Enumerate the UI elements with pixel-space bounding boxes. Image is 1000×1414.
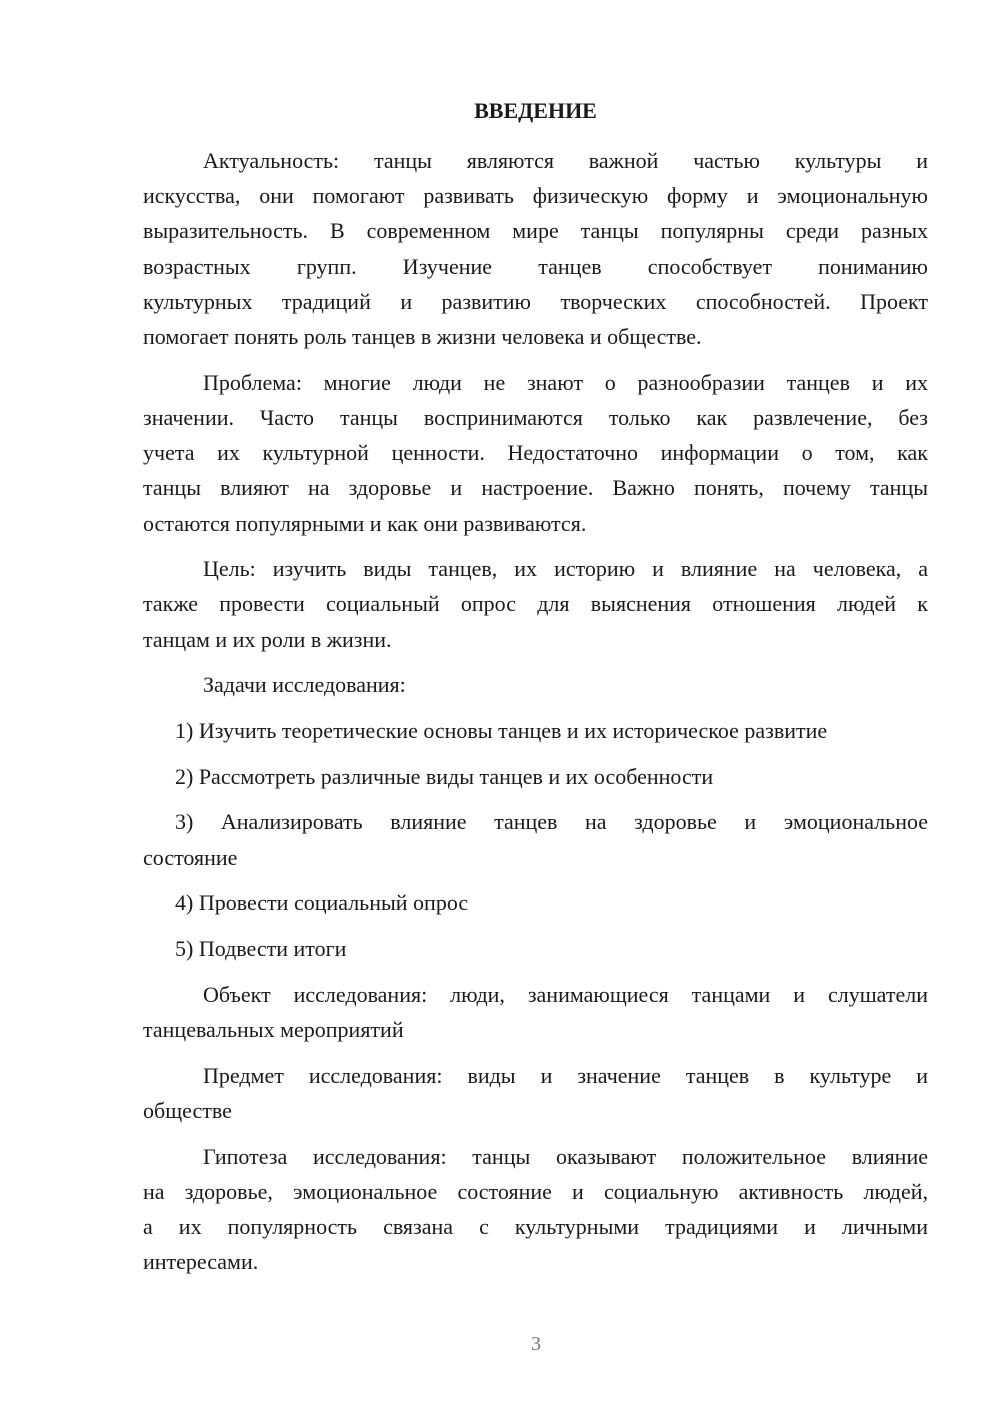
text-line: танцам и их роли в жизни. — [143, 626, 392, 652]
text-line: Задачи исследования: — [203, 672, 406, 698]
text-line: состояние — [143, 844, 238, 870]
paragraph — [143, 667, 928, 702]
text-line: 1) Изучить теоретические основы танцев и их историческое развитие — [175, 718, 828, 744]
paragraph — [143, 143, 928, 354]
paragraph — [143, 365, 928, 541]
text-line: а их популярность связана с культурными традициями и личными — [143, 1213, 928, 1239]
text-line: 3) Анализировать влияние танцев на здоровье и эмоциональное — [175, 809, 928, 835]
text-line: Объект исследования: люди, занимающиеся танцами и слушатели — [203, 981, 928, 1007]
task-list-item — [143, 713, 928, 748]
text-line: Актуальность: танцы являются важной частью культуры и — [203, 148, 928, 173]
text-line: танцы влияют на здоровье и настроение. Важно понять, почему танцы — [143, 475, 928, 501]
task-list-item — [143, 804, 928, 874]
section-title: ВВЕДЕНИЕ — [474, 98, 597, 123]
text-line: возрастных групп. Изучение танцев способствует пониманию — [143, 253, 928, 279]
text-line: помогает понять роль танцев в жизни человека и обществе. — [143, 324, 702, 350]
text-line: Гипотеза исследования: танцы оказывают положительное влияние — [203, 1143, 928, 1169]
text-line: остаются популярными и как они развиваются. — [143, 510, 587, 536]
text-line: культурных традиций и развитию творческих способностей. Проект — [143, 288, 928, 314]
document-page — [143, 93, 928, 1290]
text-line: учета их культурной ценности. Недостаточно информации о том, как — [143, 440, 928, 466]
document-body — [143, 143, 928, 1279]
page-number: 3 — [531, 1333, 541, 1355]
task-list-item — [143, 931, 928, 966]
text-line: значении. Часто танцы воспринимаются только как развлечение, без — [143, 404, 928, 430]
paragraph — [143, 977, 928, 1047]
text-line: на здоровье, эмоциональное состояние и социальную активность людей, — [143, 1178, 928, 1204]
text-line: обществе — [143, 1097, 232, 1123]
text-line: Проблема: многие люди не знают о разнообразии танцев и их — [203, 369, 928, 395]
text-line: 2) Рассмотреть различные виды танцев и их особенности — [175, 763, 714, 789]
task-list-item — [143, 885, 928, 920]
text-line: интересами. — [143, 1249, 259, 1275]
task-list-item — [143, 759, 928, 794]
text-line: Предмет исследования: виды и значение танцев в культуре и — [203, 1062, 928, 1088]
text-line: выразительность. В современном мире танцы популярны среди разных — [143, 218, 928, 244]
paragraph — [143, 1058, 928, 1128]
text-line: Цель: изучить виды танцев, их историю и влияние на человека, а — [203, 556, 928, 582]
text-line: 4) Провести социальный опрос — [175, 890, 469, 916]
text-line: 5) Подвести итоги — [175, 936, 347, 962]
paragraph — [143, 551, 928, 657]
paragraph — [143, 1139, 928, 1280]
text-line: также провести социальный опрос для выяснения отношения людей к — [143, 591, 928, 617]
text-line: искусства, они помогают развивать физическую форму и эмоциональную — [143, 183, 928, 209]
text-line: танцевальных мероприятий — [143, 1016, 404, 1042]
